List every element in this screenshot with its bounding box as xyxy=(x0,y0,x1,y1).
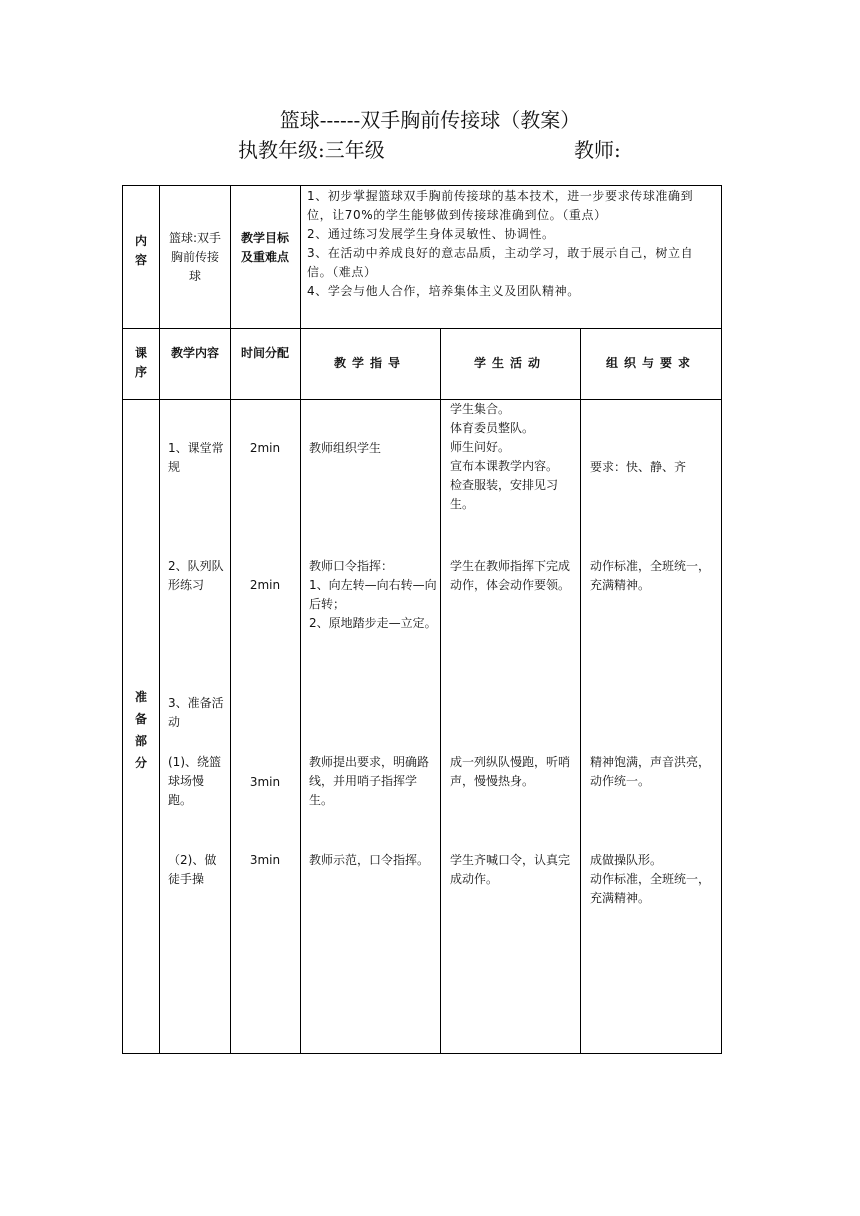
table-divider xyxy=(440,328,441,1054)
table-divider xyxy=(300,185,301,1054)
table-divider xyxy=(580,328,581,1054)
table-divider xyxy=(122,399,722,400)
col-header-content: 教学内容 xyxy=(170,346,219,360)
row-requirement: 精神饱满，声音洪亮，动作统一。 xyxy=(590,755,711,788)
row-requirement: 成做操队形。 动作标准，全班统一，充满精神。 xyxy=(590,853,711,905)
row-guide: 教师提出要求，明确路线，并用哨子指挥学生。 xyxy=(309,755,430,807)
table-divider xyxy=(159,185,160,1054)
row-time: 3min xyxy=(249,853,281,867)
col-header-time: 时间分配 xyxy=(240,346,289,360)
row-content: (1)、绕篮球场慢跑。 xyxy=(168,755,221,807)
row-activity: 成一列纵队慢跑，听哨声，慢慢热身。 xyxy=(450,755,571,788)
row-activity: 学生集合。 体育委员整队。 师生问好。 宣布本课教学内容。 检查服装，安排见习生。 xyxy=(450,402,559,511)
row-guide: 教师示范，口令指挥。 xyxy=(309,853,430,867)
row-guide: 教师口令指挥： 1、向左转—向右转—向后转； 2、原地踏步走—立定。 xyxy=(309,559,437,630)
row-activity: 学生齐喊口令，认真完成动作。 xyxy=(450,853,571,886)
row-activity: 学生在教师指挥下完成动作，体会动作要领。 xyxy=(450,559,571,592)
teacher-label: 教师: xyxy=(574,138,621,162)
col-header-guide: 教学指导 xyxy=(333,356,406,370)
table-divider xyxy=(122,328,722,329)
goal-item: 4、学会与他人合作，培养集体主义及团队精神。 xyxy=(307,284,580,298)
content-topic: 篮球:双手胸前传接球 xyxy=(168,231,222,283)
row-content: （2)、做徒手操 xyxy=(168,853,217,886)
grade-label: 执教年级:三年级 xyxy=(238,138,385,162)
row-time: 2min xyxy=(249,441,281,455)
col-header-activity: 学生活动 xyxy=(473,356,546,370)
col-header-requirement: 组织与要求 xyxy=(605,356,696,370)
document-title: 篮球------双手胸前传接球（教案） xyxy=(279,108,581,132)
goal-list xyxy=(307,187,717,301)
row-content: 1、课堂常规 xyxy=(168,441,224,474)
goal-item: 3、在活动中养成良好的意志品质，主动学习，敢于展示自己，树立自信。（难点） xyxy=(307,246,694,279)
row-guide: 教师组织学生 xyxy=(309,441,382,455)
goal-label: 教学目标及重难点 xyxy=(240,231,289,264)
row-time: 3min xyxy=(249,775,281,789)
row-requirement: 要求：快、静、齐 xyxy=(590,460,687,474)
goal-item: 1、初步掌握篮球双手胸前传接球的基本技术，进一步要求传球准确到位，让70%的学生能够做到传接球准确到位。（重点） xyxy=(307,189,694,222)
row-content: 3、准备活动 xyxy=(168,696,224,729)
row-requirement: 动作标准，全班统一，充满精神。 xyxy=(590,559,711,592)
section-label: 准备部分 xyxy=(134,690,147,770)
content-row-label: 内容 xyxy=(134,234,147,267)
row-time: 2min xyxy=(249,578,281,592)
goal-item: 2、通过练习发展学生身体灵敏性、协调性。 xyxy=(307,227,555,241)
table-divider xyxy=(230,185,231,1054)
row-content: 2、队列队形练习 xyxy=(168,559,224,592)
col-header-order: 课序 xyxy=(134,346,147,379)
